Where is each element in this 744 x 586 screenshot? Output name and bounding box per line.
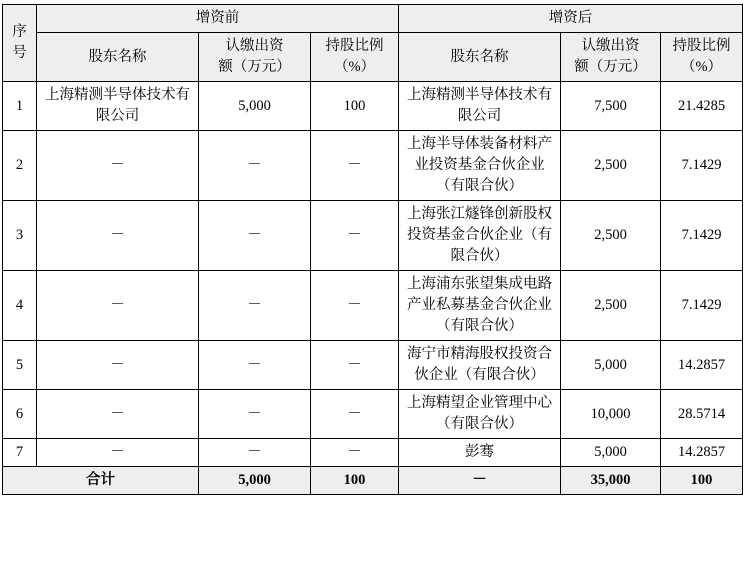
row-pct-before: 100 [311, 82, 399, 131]
row-seq: 6 [3, 390, 37, 439]
row-name-before: － [37, 201, 199, 271]
row-seq: 7 [3, 439, 37, 467]
row-name-before: 上海精测半导体技术有限公司 [37, 82, 199, 131]
row-amount-before: － [199, 201, 311, 271]
row-name-after: 上海精测半导体技术有限公司 [399, 82, 561, 131]
header-pct-after-line1: 持股比例 [672, 38, 731, 55]
header-pct-after [661, 33, 743, 82]
row-pct-after: 14.2857 [661, 439, 743, 467]
table-header [3, 5, 743, 82]
row-name-after: 上海精望企业管理中心（有限合伙） [399, 390, 561, 439]
row-pct-before: － [311, 439, 399, 467]
row-pct-after: 21.4285 [661, 82, 743, 131]
row-amount-after: 5,000 [561, 439, 661, 467]
row-pct-before: － [311, 131, 399, 201]
row-pct-before: － [311, 341, 399, 390]
header-seq [3, 5, 37, 82]
row-amount-after: 2,500 [561, 131, 661, 201]
table-row [3, 201, 743, 271]
table-row [3, 341, 743, 390]
header-amount-before [199, 33, 311, 82]
row-amount-after: 7,500 [561, 82, 661, 131]
total-row [3, 467, 743, 495]
row-name-after: 海宁市精海股权投资合伙企业（有限合伙） [399, 341, 561, 390]
header-amount-before-line1: 认缴出资 [225, 38, 284, 55]
header-name-before: 股东名称 [37, 33, 199, 82]
row-pct-after: 28.5714 [661, 390, 743, 439]
row-amount-before: － [199, 341, 311, 390]
header-seq-line1: 序 [12, 24, 27, 40]
total-label: 合计 [3, 467, 199, 495]
row-pct-after: 7.1429 [661, 131, 743, 201]
row-name-before: － [37, 131, 199, 201]
row-pct-before: － [311, 271, 399, 341]
header-row-subs [3, 33, 743, 82]
row-pct-before: － [311, 201, 399, 271]
row-name-after: 上海浦东张望集成电路产业私募基金合伙企业（有限合伙） [399, 271, 561, 341]
total-name-after: － [399, 467, 561, 495]
row-name-before: － [37, 439, 199, 467]
row-pct-after: 14.2857 [661, 341, 743, 390]
total-pct-before: 100 [311, 467, 399, 495]
total-pct-after: 100 [661, 467, 743, 495]
header-amount-after [561, 33, 661, 82]
header-seq-line2: 号 [12, 45, 27, 62]
table-footer [3, 467, 743, 495]
header-amount-after-line1: 认缴出资 [581, 38, 640, 55]
table-row [3, 271, 743, 341]
header-amount-before-line2: 额（万元） [218, 59, 291, 76]
header-name-after: 股东名称 [399, 33, 561, 82]
header-group-after: 增资后 [399, 5, 743, 33]
row-seq: 5 [3, 341, 37, 390]
row-amount-after: 5,000 [561, 341, 661, 390]
row-amount-before: － [199, 439, 311, 467]
table-body [3, 82, 743, 467]
header-pct-after-line2: （%） [680, 59, 723, 76]
row-seq: 4 [3, 271, 37, 341]
row-amount-after: 2,500 [561, 201, 661, 271]
row-amount-before: － [199, 131, 311, 201]
row-name-after: 上海张江燧锋创新股权投资基金合伙企业（有限合伙） [399, 201, 561, 271]
row-name-after: 彭骞 [399, 439, 561, 467]
table-row [3, 439, 743, 467]
row-pct-before: － [311, 390, 399, 439]
row-name-before: － [37, 390, 199, 439]
capital-increase-table [2, 4, 743, 495]
row-name-before: － [37, 271, 199, 341]
table-row [3, 82, 743, 131]
row-amount-before: 5,000 [199, 82, 311, 131]
row-seq: 2 [3, 131, 37, 201]
header-pct-before-line2: （%） [333, 59, 376, 76]
row-pct-after: 7.1429 [661, 201, 743, 271]
row-name-after: 上海半导体装备材料产业投资基金合伙企业（有限合伙） [399, 131, 561, 201]
row-amount-before: － [199, 271, 311, 341]
row-name-before: － [37, 341, 199, 390]
table-row [3, 390, 743, 439]
row-seq: 1 [3, 82, 37, 131]
header-row-groups [3, 5, 743, 33]
header-amount-after-line2: 额（万元） [574, 59, 647, 76]
row-seq: 3 [3, 201, 37, 271]
row-pct-after: 7.1429 [661, 271, 743, 341]
header-group-before: 增资前 [37, 5, 399, 33]
row-amount-before: － [199, 390, 311, 439]
total-amount-before: 5,000 [199, 467, 311, 495]
total-amount-after: 35,000 [561, 467, 661, 495]
header-pct-before-line1: 持股比例 [325, 38, 384, 55]
row-amount-after: 10,000 [561, 390, 661, 439]
table-row [3, 131, 743, 201]
header-pct-before [311, 33, 399, 82]
row-amount-after: 2,500 [561, 271, 661, 341]
